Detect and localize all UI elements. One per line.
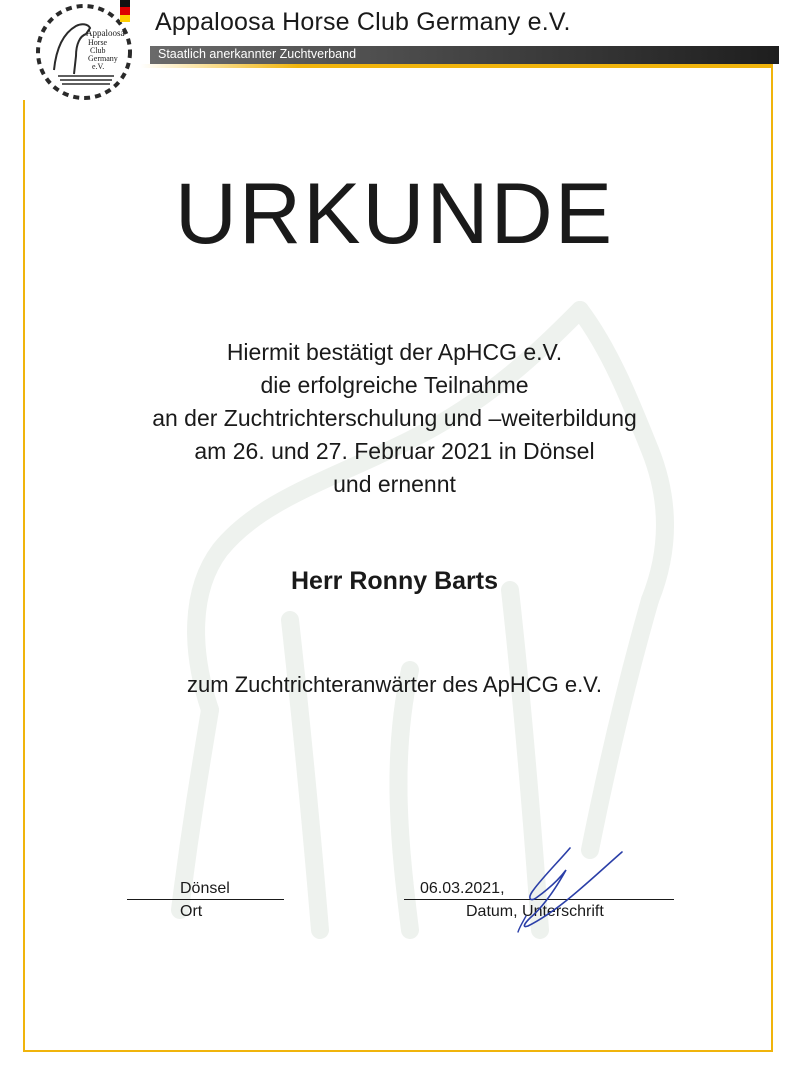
logo-line-3: Club: [90, 46, 106, 55]
header-gold-stripe: [140, 64, 773, 68]
body-line: am 26. und 27. Februar 2021 in Dönsel: [194, 438, 595, 464]
logo-line-1: Appaloosa: [86, 28, 125, 38]
date-label: Datum, Unterschrift: [466, 903, 604, 920]
german-flag-icon: [120, 0, 130, 22]
frame-bottom-border: [23, 1050, 773, 1052]
certificate-title: URKUNDE: [174, 166, 615, 262]
body-line: die erfolgreiche Teilnahme: [260, 372, 529, 398]
certificate-body: [0, 336, 789, 501]
flag-stripe-gold: [120, 15, 130, 22]
body-line: an der Zuchtrichterschulung und –weiterbildung: [152, 405, 637, 431]
body-line: Hiermit bestätigt der ApHCG e.V.: [226, 339, 563, 365]
place-value: Dönsel: [180, 880, 230, 897]
flag-stripe-black: [120, 0, 130, 7]
appointment-text: zum Zuchtrichteranwärter des ApHCG e.V.: [187, 672, 602, 697]
logo-line-5: e.V.: [92, 62, 105, 71]
date-value: 06.03.2021,: [420, 880, 505, 897]
subtitle-bar: [150, 46, 779, 64]
signature-icon: [500, 840, 630, 940]
subtitle-text: Staatlich anerkannter Zuchtverband: [158, 47, 357, 61]
place-line: [127, 899, 284, 900]
place-label: Ort: [180, 903, 203, 920]
body-line: und ernennt: [333, 471, 456, 497]
organization-name: Appaloosa Horse Club Germany e.V.: [155, 8, 571, 36]
flag-stripe-red: [120, 7, 130, 14]
logo-line-2: Horse: [88, 38, 108, 47]
logo-line-4: Germany: [88, 54, 118, 63]
recipient-name: Herr Ronny Barts: [291, 567, 498, 595]
